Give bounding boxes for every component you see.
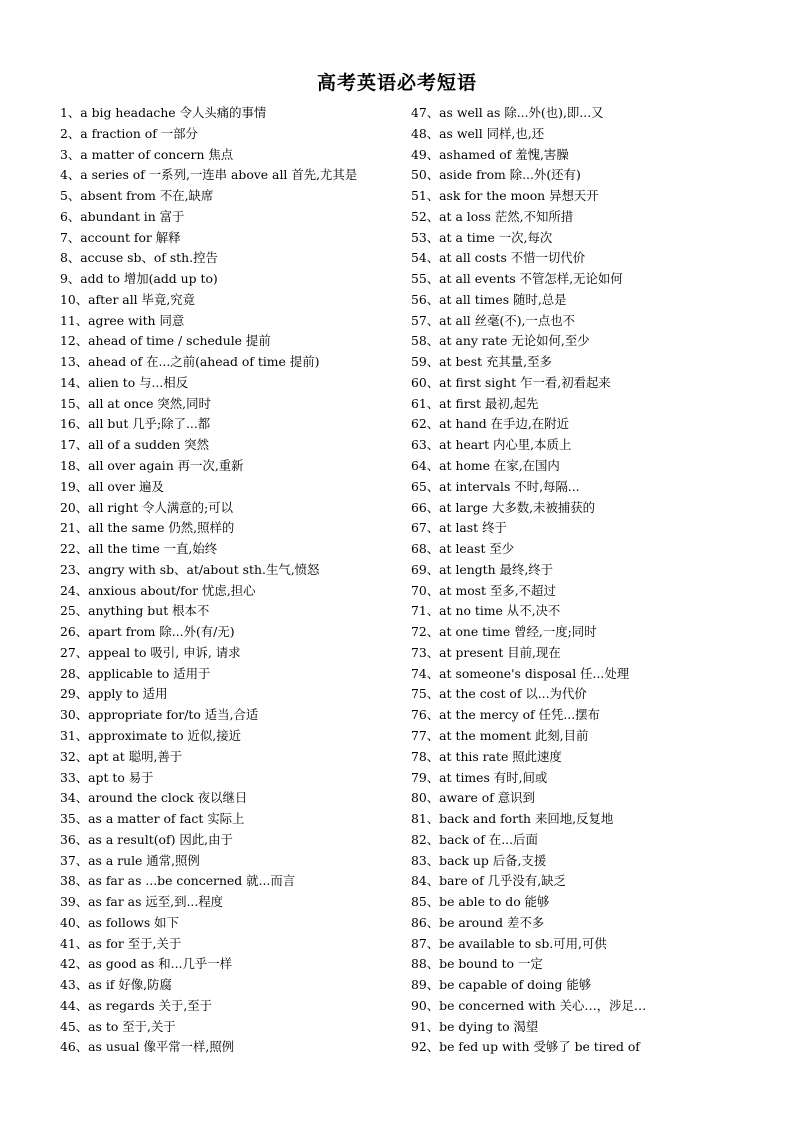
phrase-item: 45、as to 至于,关于 bbox=[60, 1018, 176, 1034]
phrase-item: 75、at the cost of 以...为代价 bbox=[411, 686, 587, 702]
phrase-item: 28、applicable to 适用于 bbox=[60, 665, 211, 681]
phrase-item: 86、be around 差不多 bbox=[411, 914, 545, 930]
phrase-item: 49、ashamed of 羞愧,害臊 bbox=[411, 146, 569, 162]
phrase-item: 46、as usual 像平常一样,照例 bbox=[60, 1039, 235, 1055]
phrase-item: 2、a fraction of 一部分 bbox=[60, 125, 198, 141]
phrase-item: 53、at a time 一次,每次 bbox=[411, 229, 553, 245]
phrase-item: 58、at any rate 无论如何,至少 bbox=[411, 333, 590, 349]
phrase-item: 54、at all costs 不惜一切代价 bbox=[411, 250, 586, 266]
phrase-item: 13、ahead of 在...之前(ahead of time 提前) bbox=[60, 354, 320, 370]
phrase-item: 30、appropriate for/to 适当,合适 bbox=[60, 707, 259, 723]
phrase-item: 56、at all times 随时,总是 bbox=[411, 291, 567, 307]
phrase-item: 77、at the moment 此刻,目前 bbox=[411, 727, 589, 743]
phrase-item: 80、aware of 意识到 bbox=[411, 790, 535, 806]
phrase-item: 72、at one time 曾经,一度;同时 bbox=[411, 624, 597, 640]
phrase-item: 81、back and forth 来回地,反复地 bbox=[411, 811, 614, 827]
phrase-item: 90、be concerned with 关心…，涉足… bbox=[411, 997, 647, 1013]
phrase-item: 22、all the time 一直,始终 bbox=[60, 541, 218, 557]
phrase-item: 25、anything but 根本不 bbox=[60, 603, 210, 619]
phrase-item: 9、add to 增加(add up to) bbox=[60, 271, 218, 287]
phrase-item: 44、as regards 关于,至于 bbox=[60, 997, 213, 1013]
phrase-item: 74、at someone's disposal 任...处理 bbox=[411, 665, 630, 681]
phrase-item: 6、abundant in 富于 bbox=[60, 208, 185, 224]
phrase-item: 21、all the same 仍然,照样的 bbox=[60, 520, 235, 536]
phrase-item: 70、at most 至多,不超过 bbox=[411, 582, 556, 598]
phrase-item: 62、at hand 在手边,在附近 bbox=[411, 416, 569, 432]
phrase-item: 65、at intervals 不时,每隔... bbox=[411, 478, 580, 494]
phrase-item: 68、at least 至少 bbox=[411, 541, 515, 557]
phrase-item: 11、agree with 同意 bbox=[60, 312, 185, 328]
phrase-item: 76、at the mercy of 任凭...摆布 bbox=[411, 707, 600, 723]
phrase-item: 63、at heart 内心里,本质上 bbox=[411, 437, 572, 453]
phrase-item: 15、all at once 突然,同时 bbox=[60, 395, 211, 411]
phrase-item: 60、at first sight 乍一看,初看起来 bbox=[411, 374, 611, 390]
phrase-item: 48、as well 同样,也,还 bbox=[411, 125, 545, 141]
phrase-item: 23、angry with sb、at/about sth.生气,愤怒 bbox=[60, 561, 320, 577]
phrase-item: 69、at length 最终,终于 bbox=[411, 561, 554, 577]
phrase-item: 35、as a matter of fact 实际上 bbox=[60, 811, 245, 827]
phrase-item: 4、a series of 一系列,一连串 above all 首先,尤其是 bbox=[60, 167, 358, 183]
phrase-item: 3、a matter of concern 焦点 bbox=[60, 146, 234, 162]
phrase-item: 8、accuse sb、of sth.控告 bbox=[60, 250, 218, 266]
phrase-item: 32、apt at 聪明,善于 bbox=[60, 748, 183, 764]
phrase-item: 16、all but 几乎;除了...都 bbox=[60, 416, 211, 432]
phrase-item: 84、bare of 几乎没有,缺乏 bbox=[411, 873, 566, 889]
phrase-item: 14、alien to 与...相反 bbox=[60, 374, 189, 390]
phrase-item: 78、at this rate 照此速度 bbox=[411, 748, 562, 764]
phrase-item: 5、absent from 不在,缺席 bbox=[60, 188, 214, 204]
phrase-item: 24、anxious about/for 忧虑,担心 bbox=[60, 582, 256, 598]
phrase-item: 10、after all 毕竟,究竟 bbox=[60, 291, 196, 307]
phrase-item: 61、at first 最初,起先 bbox=[411, 395, 539, 411]
phrase-item: 82、back of 在...后面 bbox=[411, 831, 538, 847]
phrase-item: 41、as for 至于,关于 bbox=[60, 935, 182, 951]
phrase-list-right bbox=[411, 103, 741, 1058]
phrase-item: 50、aside from 除...外(还有) bbox=[411, 167, 581, 183]
phrase-item: 26、apart from 除...外(有/无) bbox=[60, 624, 235, 640]
phrase-item: 55、at all events 不管怎样,无论如何 bbox=[411, 271, 623, 287]
phrase-item: 43、as if 好像,防腐 bbox=[60, 977, 172, 993]
phrase-item: 47、as well as 除...外(也),即...又 bbox=[411, 105, 604, 120]
phrase-item: 37、as a rule 通常,照例 bbox=[60, 852, 200, 868]
phrase-item: 7、account for 解释 bbox=[60, 229, 181, 245]
phrase-item: 39、as far as 远至,到...程度 bbox=[60, 894, 224, 910]
phrase-item: 33、apt to 易于 bbox=[60, 769, 154, 785]
phrase-item: 88、be bound to 一定 bbox=[411, 956, 543, 972]
phrase-item: 36、as a result(of) 因此,由于 bbox=[60, 831, 233, 847]
phrase-item: 83、back up 后备,支援 bbox=[411, 852, 547, 868]
phrase-item: 42、as good as 和...几乎一样 bbox=[60, 956, 233, 972]
phrase-item: 79、at times 有时,间或 bbox=[411, 769, 548, 785]
phrase-item: 40、as follows 如下 bbox=[60, 914, 179, 930]
phrase-item: 38、as far as ...be concerned 就...而言 bbox=[60, 873, 296, 889]
phrase-item: 91、be dying to 渴望 bbox=[411, 1018, 539, 1034]
phrase-item: 57、at all 丝毫(不),一点也不 bbox=[411, 312, 576, 328]
phrase-item: 64、at home 在家,在国内 bbox=[411, 458, 560, 474]
phrase-item: 34、around the clock 夜以继日 bbox=[60, 790, 248, 806]
phrase-item: 92、be fed up with 受够了 be tired of bbox=[411, 1039, 640, 1055]
phrase-item: 27、appeal to 吸引, 申诉, 请求 bbox=[60, 644, 241, 660]
phrase-item: 29、apply to 适用 bbox=[60, 686, 168, 702]
phrase-item: 20、all right 令人满意的;可以 bbox=[60, 499, 234, 515]
phrase-item: 51、ask for the moon 异想天开 bbox=[411, 188, 599, 204]
phrase-item: 89、be capable of doing 能够 bbox=[411, 977, 592, 993]
phrase-item: 73、at present 目前,现在 bbox=[411, 644, 561, 660]
phrase-item: 19、all over 遍及 bbox=[60, 478, 164, 494]
page-title: 高考英语必考短语 bbox=[316, 72, 477, 94]
phrase-item: 17、all of a sudden 突然 bbox=[60, 437, 209, 453]
phrase-item: 71、at no time 从不,决不 bbox=[411, 603, 561, 619]
phrase-item: 59、at best 充其量,至多 bbox=[411, 354, 552, 370]
phrase-item: 52、at a loss 茫然,不知所措 bbox=[411, 208, 574, 224]
phrase-item: 66、at large 大多数,未被捕获的 bbox=[411, 499, 596, 515]
phrase-item: 1、a big headache 令人头痛的事情 bbox=[60, 105, 267, 120]
phrase-list-left bbox=[60, 103, 400, 1058]
phrase-item: 12、ahead of time / schedule 提前 bbox=[60, 333, 271, 349]
phrase-item: 31、approximate to 近似,接近 bbox=[60, 727, 242, 743]
phrase-item: 18、all over again 再一次,重新 bbox=[60, 458, 244, 474]
phrase-item: 85、be able to do 能够 bbox=[411, 894, 550, 910]
phrase-item: 67、at last 终于 bbox=[411, 520, 507, 536]
phrase-item: 87、be available to sb.可用,可供 bbox=[411, 935, 607, 951]
